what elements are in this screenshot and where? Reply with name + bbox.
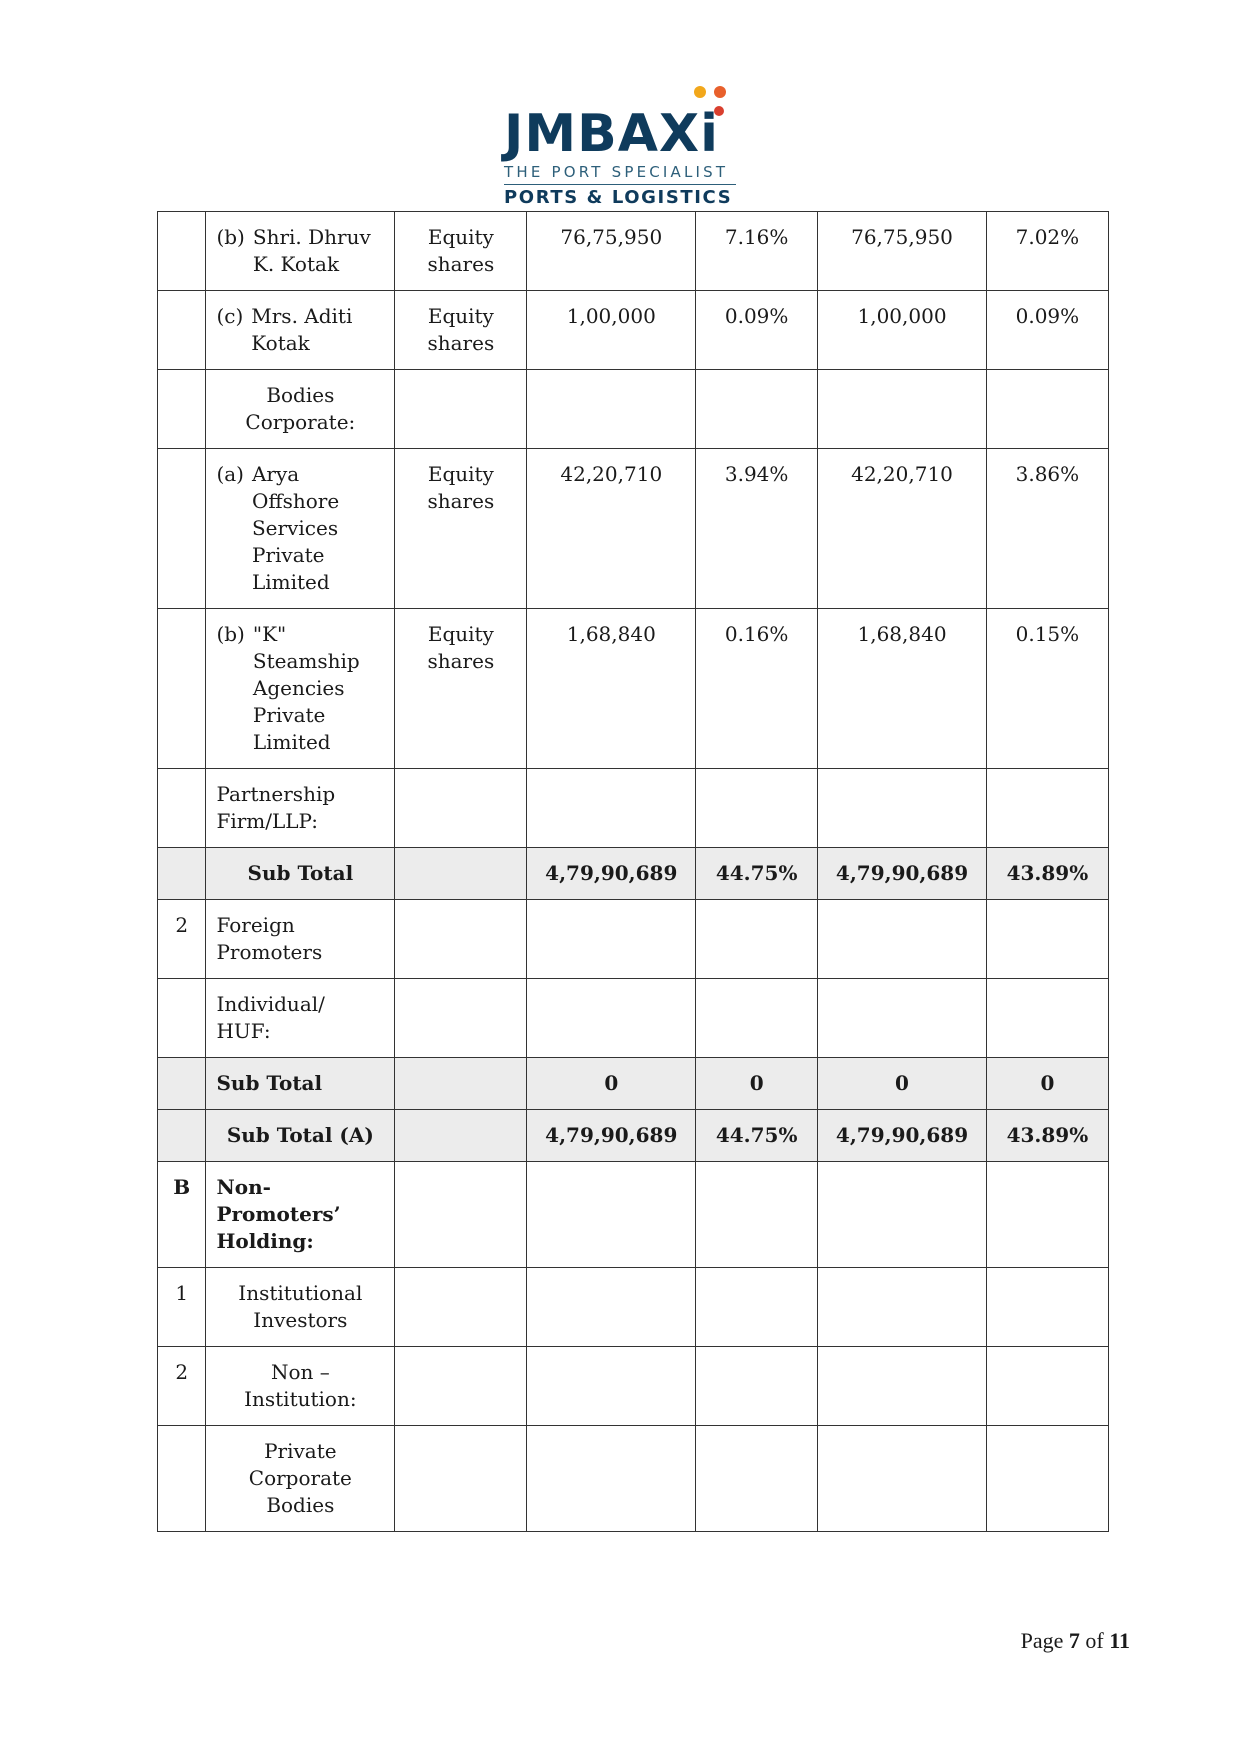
item-marker: (b) bbox=[216, 622, 245, 646]
category-cell: Sub Total (A) bbox=[206, 1110, 395, 1162]
logo-dot-orange bbox=[714, 86, 726, 98]
share-type-cell bbox=[395, 900, 527, 979]
serial-cell bbox=[158, 979, 206, 1058]
percentage-cell bbox=[986, 1347, 1108, 1426]
percentage-cell bbox=[986, 1162, 1108, 1268]
share-type-cell: Equity shares bbox=[395, 291, 527, 370]
table-row bbox=[158, 291, 1109, 370]
table-row bbox=[158, 1426, 1109, 1532]
page-prefix: Page bbox=[1020, 1628, 1064, 1653]
percentage-cell bbox=[986, 900, 1108, 979]
serial-cell bbox=[158, 212, 206, 291]
shareholding-table-body bbox=[158, 212, 1109, 1532]
shares-count-cell bbox=[818, 900, 987, 979]
shareholding-table bbox=[157, 211, 1109, 1532]
list-item bbox=[216, 461, 384, 596]
share-type-cell: Equity shares bbox=[395, 212, 527, 291]
serial-cell: 2 bbox=[158, 1347, 206, 1426]
percentage-cell bbox=[986, 370, 1108, 449]
percentage-cell: 7.02% bbox=[986, 212, 1108, 291]
page-total: 11 bbox=[1109, 1628, 1130, 1653]
table-row bbox=[158, 900, 1109, 979]
shareholder-name-cell bbox=[206, 449, 395, 609]
shares-count-cell: 1,00,000 bbox=[818, 291, 987, 370]
item-text: "K" Steamship Agencies Private Limited bbox=[252, 622, 360, 754]
percentage-cell bbox=[696, 1162, 818, 1268]
percentage-cell: 3.86% bbox=[986, 449, 1108, 609]
list-item bbox=[216, 303, 384, 357]
shares-count-cell bbox=[527, 1426, 696, 1532]
percentage-cell bbox=[986, 1268, 1108, 1347]
percentage-cell bbox=[696, 769, 818, 848]
serial-cell bbox=[158, 1110, 206, 1162]
logo-divider bbox=[504, 184, 736, 185]
shares-count-cell bbox=[818, 1268, 987, 1347]
share-type-cell bbox=[395, 1058, 527, 1110]
item-text: Shri. Dhruv K. Kotak bbox=[252, 225, 371, 276]
category-cell: Foreign Promoters bbox=[206, 900, 395, 979]
share-type-cell bbox=[395, 1426, 527, 1532]
category-cell: Bodies Corporate: bbox=[206, 370, 395, 449]
shares-count-cell: 42,20,710 bbox=[818, 449, 987, 609]
serial-cell bbox=[158, 449, 206, 609]
table-row bbox=[158, 1110, 1109, 1162]
percentage-cell: 0.15% bbox=[986, 609, 1108, 769]
table-row bbox=[158, 449, 1109, 609]
category-cell: Individual/ HUF: bbox=[206, 979, 395, 1058]
table-row bbox=[158, 1268, 1109, 1347]
serial-cell bbox=[158, 848, 206, 900]
shares-count-cell bbox=[527, 900, 696, 979]
shares-count-cell: 42,20,710 bbox=[527, 449, 696, 609]
serial-cell bbox=[158, 370, 206, 449]
shares-count-cell bbox=[818, 1162, 987, 1268]
shares-count-cell: 76,75,950 bbox=[818, 212, 987, 291]
category-cell: Partnership Firm/LLP: bbox=[206, 769, 395, 848]
shares-count-cell: 4,79,90,689 bbox=[818, 1110, 987, 1162]
share-type-cell: Equity shares bbox=[395, 449, 527, 609]
table-row bbox=[158, 1058, 1109, 1110]
percentage-cell: 44.75% bbox=[696, 1110, 818, 1162]
shares-count-cell: 1,68,840 bbox=[527, 609, 696, 769]
shares-count-cell bbox=[818, 370, 987, 449]
percentage-cell bbox=[696, 1268, 818, 1347]
category-cell: Sub Total bbox=[206, 1058, 395, 1110]
shares-count-cell: 0 bbox=[527, 1058, 696, 1110]
table-row bbox=[158, 212, 1109, 291]
serial-cell bbox=[158, 1058, 206, 1110]
table-row bbox=[158, 370, 1109, 449]
table-row bbox=[158, 609, 1109, 769]
shareholder-name-cell bbox=[206, 609, 395, 769]
percentage-cell: 43.89% bbox=[986, 848, 1108, 900]
shares-count-cell: 4,79,90,689 bbox=[818, 848, 987, 900]
share-type-cell bbox=[395, 1110, 527, 1162]
share-type-cell bbox=[395, 370, 527, 449]
table-row bbox=[158, 1347, 1109, 1426]
percentage-cell: 43.89% bbox=[986, 1110, 1108, 1162]
percentage-cell bbox=[986, 979, 1108, 1058]
item-text: Mrs. Aditi Kotak bbox=[251, 304, 353, 355]
category-cell: Institutional Investors bbox=[206, 1268, 395, 1347]
share-type-cell bbox=[395, 1347, 527, 1426]
shareholder-name-cell bbox=[206, 212, 395, 291]
share-type-cell bbox=[395, 1162, 527, 1268]
shares-count-cell bbox=[527, 1347, 696, 1426]
item-marker: (b) bbox=[216, 225, 245, 249]
shares-count-cell bbox=[527, 1162, 696, 1268]
shares-count-cell: 76,75,950 bbox=[527, 212, 696, 291]
shares-count-cell bbox=[818, 1426, 987, 1532]
page-current: 7 bbox=[1068, 1628, 1080, 1653]
percentage-cell bbox=[696, 900, 818, 979]
item-text: Arya Offshore Services Private Limited bbox=[251, 462, 340, 594]
page-number bbox=[1021, 1627, 1130, 1655]
share-type-cell bbox=[395, 1268, 527, 1347]
category-cell: Private Corporate Bodies bbox=[206, 1426, 395, 1532]
shares-count-cell bbox=[527, 979, 696, 1058]
serial-cell: B bbox=[158, 1162, 206, 1268]
share-type-cell bbox=[395, 979, 527, 1058]
serial-cell bbox=[158, 291, 206, 370]
shares-count-cell: 4,79,90,689 bbox=[527, 1110, 696, 1162]
percentage-cell bbox=[696, 370, 818, 449]
item-marker: (c) bbox=[216, 304, 244, 328]
percentage-cell: 7.16% bbox=[696, 212, 818, 291]
percentage-cell bbox=[696, 1347, 818, 1426]
table-row bbox=[158, 848, 1109, 900]
percentage-cell: 0.09% bbox=[696, 291, 818, 370]
company-logo bbox=[500, 80, 740, 210]
percentage-cell bbox=[986, 1426, 1108, 1532]
table-row bbox=[158, 769, 1109, 848]
shares-count-cell bbox=[527, 370, 696, 449]
logo-dot-yellow bbox=[694, 86, 706, 98]
shares-count-cell: 0 bbox=[818, 1058, 987, 1110]
serial-cell: 1 bbox=[158, 1268, 206, 1347]
percentage-cell: 0.16% bbox=[696, 609, 818, 769]
table-row bbox=[158, 1162, 1109, 1268]
percentage-cell bbox=[696, 1426, 818, 1532]
shares-count-cell bbox=[818, 979, 987, 1058]
shares-count-cell bbox=[527, 769, 696, 848]
logo-brand: JMBAXi bbox=[504, 104, 719, 164]
shares-count-cell: 1,68,840 bbox=[818, 609, 987, 769]
share-type-cell bbox=[395, 769, 527, 848]
category-cell: Sub Total bbox=[206, 848, 395, 900]
serial-cell: 2 bbox=[158, 900, 206, 979]
item-marker: (a) bbox=[216, 462, 244, 486]
percentage-cell: 0 bbox=[696, 1058, 818, 1110]
shareholder-name-cell bbox=[206, 291, 395, 370]
table-row bbox=[158, 979, 1109, 1058]
logo-tagline: THE PORT SPECIALIST bbox=[504, 163, 729, 181]
list-item bbox=[216, 621, 384, 756]
category-cell: Non – Institution: bbox=[206, 1347, 395, 1426]
percentage-cell: 0.09% bbox=[986, 291, 1108, 370]
shares-count-cell: 4,79,90,689 bbox=[527, 848, 696, 900]
serial-cell bbox=[158, 609, 206, 769]
percentage-cell: 0 bbox=[986, 1058, 1108, 1110]
shares-count-cell bbox=[527, 1268, 696, 1347]
percentage-cell bbox=[696, 979, 818, 1058]
percentage-cell: 44.75% bbox=[696, 848, 818, 900]
shares-count-cell bbox=[818, 1347, 987, 1426]
percentage-cell bbox=[986, 769, 1108, 848]
category-cell: Non-Promoters’ Holding: bbox=[206, 1162, 395, 1268]
shares-count-cell: 1,00,000 bbox=[527, 291, 696, 370]
shares-count-cell bbox=[818, 769, 987, 848]
share-type-cell: Equity shares bbox=[395, 609, 527, 769]
logo-subtagline: PORTS & LOGISTICS bbox=[504, 187, 733, 208]
list-item bbox=[216, 224, 384, 278]
page-separator: of bbox=[1085, 1628, 1104, 1653]
percentage-cell: 3.94% bbox=[696, 449, 818, 609]
serial-cell bbox=[158, 1426, 206, 1532]
share-type-cell bbox=[395, 848, 527, 900]
serial-cell bbox=[158, 769, 206, 848]
